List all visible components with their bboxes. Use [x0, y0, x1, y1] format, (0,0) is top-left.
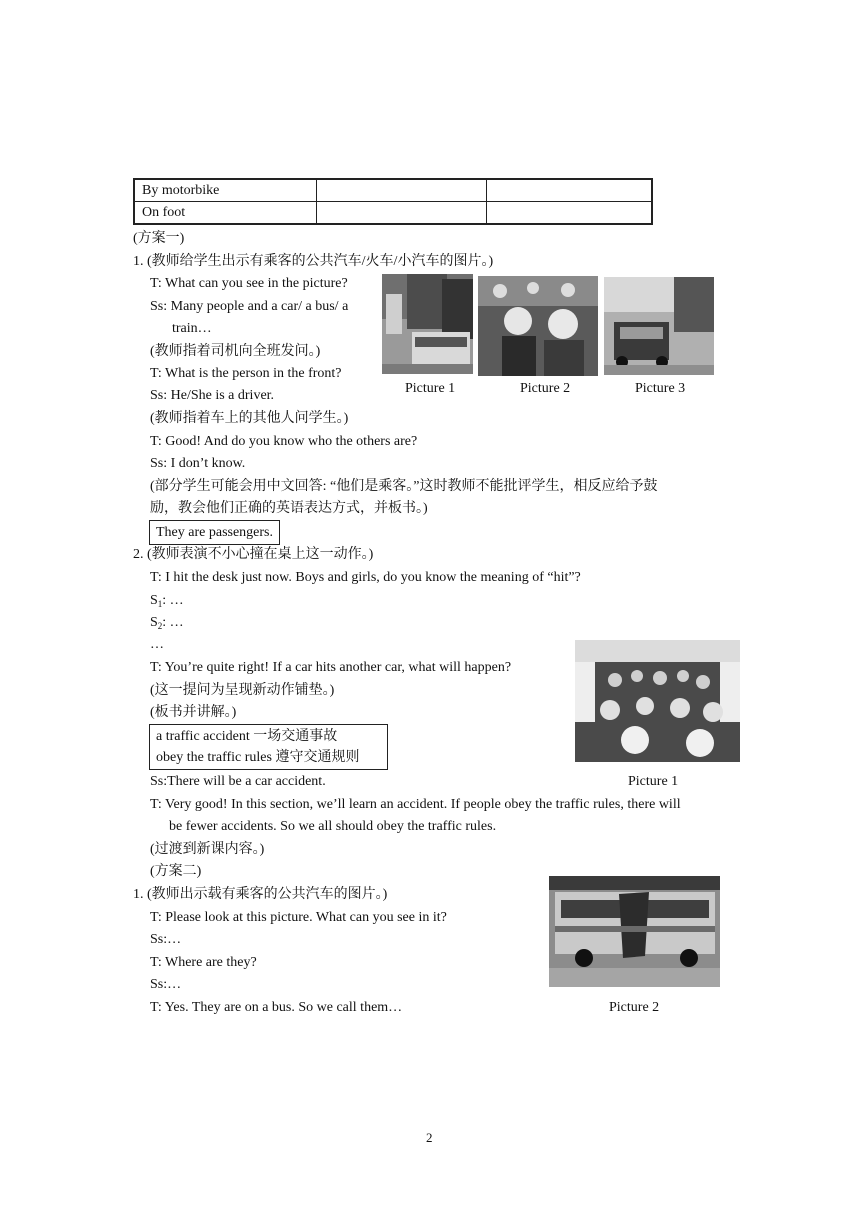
blackboard-box-passengers: They are passengers.: [149, 520, 280, 545]
dialogue-line: T: What is the person in the front?: [150, 366, 342, 381]
dialogue-line: Ss: I don’t know.: [150, 456, 246, 471]
ellipsis-line: …: [150, 637, 164, 652]
plan2-item1-title: 1. (教师出示载有乘客的公共汽车的图片。): [133, 887, 388, 902]
dialogue-line: Ss:…: [150, 977, 182, 992]
note-line: (过渡到新课内容。): [150, 842, 265, 857]
dialogue-line: (部分学生可能会用中文回答: “他们是乘客。”这时教师不能批评学生，相反应给予鼓: [150, 479, 658, 494]
vocab-line: obey the traffic rules 遵守交通规则: [156, 750, 360, 765]
blackboard-box-vocabulary: [149, 724, 388, 770]
speaker-subscript: 2: [157, 621, 163, 631]
dialogue-line: (教师指着司机向全班发问。): [150, 344, 321, 359]
picture-caption: Picture 1: [405, 381, 456, 396]
bus-interior-photo: [575, 640, 740, 762]
dialogue-line: [150, 592, 184, 610]
plan1-item1-title: 1. (教师给学生出示有乘客的公共汽车/火车/小汽车的图片。): [133, 254, 494, 269]
dialogue-line: T: What can you see in the picture?: [150, 276, 348, 291]
transport-table: [133, 178, 653, 225]
table-row: [134, 179, 652, 202]
train-passengers-photo: [478, 276, 598, 376]
picture-caption: Picture 3: [635, 381, 686, 396]
bus-accident-photo: [549, 876, 720, 987]
vocab-line: a traffic accident 一场交通事故: [156, 729, 338, 744]
speaker-label: S: [150, 593, 158, 608]
dialogue-line: T: Please look at this picture. What can you see in it?: [150, 910, 447, 925]
dialogue-text: : …: [162, 593, 184, 608]
picture-caption: Picture 2: [520, 381, 571, 396]
dialogue-line: Ss:There will be a car accident.: [150, 774, 326, 789]
dialogue-line: T: Where are they?: [150, 955, 257, 970]
table-cell: [317, 179, 487, 202]
dialogue-line: 励，教会他们正确的英语表达方式，并板书。): [150, 501, 428, 516]
car-photo: [604, 277, 714, 375]
bus-photo: [382, 274, 473, 374]
table-cell: [487, 202, 653, 225]
dialogue-line: be fewer accidents. So we all should obey the traffic rules.: [169, 819, 497, 834]
picture-caption: Picture 2: [609, 1000, 660, 1015]
table-cell-label: On foot: [134, 202, 317, 225]
dialogue-line: [150, 614, 184, 632]
dialogue-text: : …: [162, 615, 184, 630]
speaker-subscript: 1: [157, 599, 163, 609]
note-line: (这一提问为呈现新动作铺垫。): [150, 683, 335, 698]
table-row: [134, 202, 652, 225]
speaker-label: S: [150, 615, 158, 630]
dialogue-line: T: Yes. They are on a bus. So we call them…: [150, 1000, 403, 1015]
plan1-heading: (方案一): [133, 231, 185, 246]
table-cell: [317, 202, 487, 225]
dialogue-line: T: You’re quite right! If a car hits another car, what will happen?: [150, 660, 512, 675]
dialogue-line: Ss:…: [150, 932, 182, 947]
note-line: (板书并讲解。): [150, 705, 237, 720]
picture-caption: Picture 1: [628, 774, 679, 789]
plan1-item2-title: 2. (教师表演不小心撞在桌上这一动作。): [133, 547, 374, 562]
page-number: 2: [426, 1130, 433, 1145]
dialogue-line: Ss: He/She is a driver.: [150, 388, 275, 403]
dialogue-line: train…: [172, 321, 212, 336]
plan2-heading: (方案二): [150, 864, 202, 879]
dialogue-line: (教师指着车上的其他人问学生。): [150, 411, 349, 426]
table-cell-label: By motorbike: [134, 179, 317, 202]
dialogue-line: T: I hit the desk just now. Boys and girls, do you know the meaning of “hit”?: [150, 570, 581, 585]
dialogue-line: Ss: Many people and a car/ a bus/ a: [150, 299, 349, 314]
dialogue-line: T: Very good! In this section, we’ll learn an accident. If people obey the traffic rules, there will: [150, 797, 681, 812]
dialogue-line: T: Good! And do you know who the others are?: [150, 434, 418, 449]
table-cell: [487, 179, 653, 202]
